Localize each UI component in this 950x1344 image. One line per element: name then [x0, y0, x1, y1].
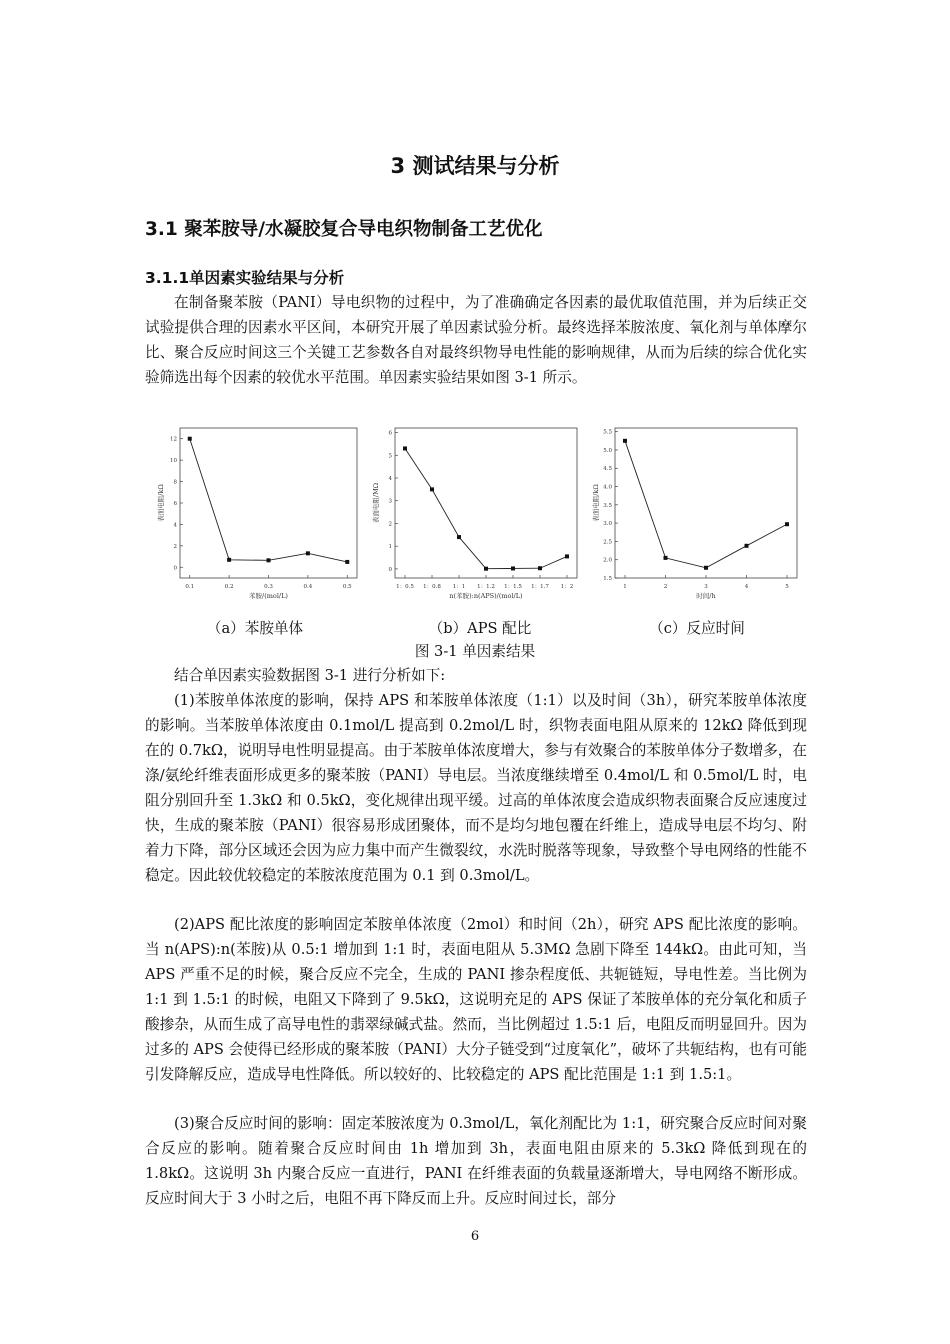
subsection-title: 3.1.1单因素实验结果与分析: [145, 269, 345, 287]
y-tick-label: 3.0: [603, 521, 612, 528]
aps-ratio-paragraph: (2)APS 配比浓度的影响固定苯胺单体浓度（2mol）和时间（2h），研究 APS 配比浓度的影响。当 n(APS):n(苯胺)从 0.5:1 增加到 1:1 时，表面电阻从 5.3MΩ 急剧下降至 144kΩ。由此可知，当 APS 严重不足的时候，聚合反应不完全，生成的 PANI 掺杂程度低、共轭链短，导电性差。当比例为 1:1 到 1.5:1 的时候，电阻又下降到了 9.5kΩ，这说明充足的 APS 保证了苯胺单体的充分氧化和质子酸掺杂，从而生成了高导电性的翡翠绿碱式盐。然而，当比例超过 1.5:1 后，电阻反而明显回升。因为过多的 APS 会使得已经形成的聚苯胺（PANI）大分子链受到“过度氧化”，破坏了共轭结构，也有可能引发降解反应，造成导电性降低。所以较好的、比较稳定的 APS 配比范围是 1:1 到 1.5:1。: [145, 916, 807, 1083]
y-tick-label: 5: [388, 453, 392, 460]
page-number: 6: [470, 1229, 480, 1244]
y-tick-label: 4.0: [603, 484, 612, 491]
chapter-title: 3 测试结果与分析: [390, 154, 560, 178]
y-tick-label: 3.5: [603, 502, 612, 509]
data-point: [704, 566, 708, 570]
x-tick-label: 0.5: [342, 584, 352, 590]
data-point: [227, 558, 231, 562]
subfigure-caption-a: （a）苯胺单体: [206, 620, 304, 637]
y-tick-label: 8: [173, 479, 177, 486]
subfigure-caption-c: （c）反应时间: [649, 620, 745, 637]
x-axis-label: 苯胺/(mol/L): [249, 592, 288, 600]
y-tick-label: 4: [173, 522, 177, 529]
data-point: [484, 567, 488, 571]
x-tick-label: 4: [744, 584, 749, 590]
x-tick-label: 0.3: [264, 584, 273, 590]
y-tick-label: 3: [388, 498, 392, 505]
plot-frame: [615, 428, 797, 578]
x-axis-label: 时间/h: [696, 592, 716, 600]
series-line: [625, 441, 787, 568]
y-tick-label: 2.0: [603, 557, 612, 564]
x-tick-label: 0.4: [303, 584, 313, 590]
x-tick-label: 1: [623, 584, 627, 590]
y-tick-label: 5.5: [603, 429, 612, 436]
y-tick-label: 2: [173, 543, 177, 550]
y-tick-label: 6: [173, 501, 177, 507]
data-point: [538, 566, 542, 570]
y-tick-label: 0: [173, 565, 177, 572]
data-point: [345, 560, 349, 564]
chart-aniline-concentration: [150, 422, 360, 612]
y-axis-label: 表面电阻/MΩ: [372, 482, 380, 524]
data-point: [267, 558, 271, 562]
aniline-concentration-paragraph: (1)苯胺单体浓度的影响，保持 APS 和苯胺单体浓度（1:1）以及时间（3h），研究苯胺单体浓度的影响。当苯胺单体浓度由 0.1mol/L 提高到 0.2mol/L 时，织物表面电阻从原来的 12kΩ 降低到现在的 0.7kΩ，说明导电性明显提高。由于苯胺单体浓度增大，参与有效聚合的苯胺单体分子数增多，在涤/氨纶纤维表面形成更多的聚苯胺（PANI）导电层。当浓度继续增至 0.4mol/L 和 0.5mol/L 时，电阻分别回升至 1.3kΩ 和 0.5kΩ，变化规律出现平缓。过高的单体浓度会造成织物表面聚合反应速度过快，生成的聚苯胺（PANI）很容易形成团聚体，而不是均匀地包覆在纤维上，造成导电层不均匀、附着力下降，部分区域还会因为应力集中而产生微裂纹，水洗时脱落等现象，导致整个导电网络的性能不稳定。因此较优较稳定的苯胺浓度范围为 0.1 到 0.3mol/L。: [145, 692, 807, 884]
x-tick-label: 1：2: [560, 584, 574, 590]
x-tick-label: 5: [785, 584, 789, 590]
x-tick-label: 1：0.8: [423, 584, 441, 590]
x-tick-label: 0.2: [224, 584, 234, 590]
data-point: [511, 566, 515, 570]
y-tick-label: 1: [388, 544, 392, 551]
y-tick-label: 6: [388, 430, 392, 437]
y-tick-label: 5.0: [603, 447, 612, 454]
data-point: [457, 535, 461, 539]
y-tick-label: 4.5: [603, 466, 612, 473]
y-axis-label: 表面电阻/kΩ: [592, 484, 600, 522]
x-tick-label: 3: [704, 584, 708, 590]
x-tick-label: 0.1: [185, 584, 195, 590]
data-point: [664, 556, 668, 560]
plot-frame: [395, 428, 577, 578]
data-point: [403, 446, 407, 450]
x-axis-label: n(苯胺):n(APS)/(mol/L): [449, 592, 523, 600]
subfigure-caption-b: （b）APS 配比: [428, 620, 532, 637]
series-line: [190, 439, 348, 562]
reaction-time-paragraph: (3)聚合反应时间的影响：固定苯胺浓度为 0.3mol/L，氧化剂配比为 1:1，研究聚合反应时间对聚合反应的影响。随着聚合反应时间由 1h 增加到 3h，表面电阻由原来的 5.3kΩ 降低到现在的 1.8kΩ。这说明 3h 内聚合反应一直进行，PANI 在纤维表面的负载量逐渐增大，导电网络不断形成。反应时间大于 3 小时之后，电阻不再下降反而上升。反应时间过长，部分: [145, 1115, 807, 1207]
data-point: [565, 554, 569, 558]
data-point: [306, 551, 310, 555]
figure-caption: 图 3-1 单因素结果: [414, 643, 536, 660]
section-title: 3.1 聚苯胺导/水凝胶复合导电织物制备工艺优化: [145, 219, 543, 240]
x-tick-label: 1：1.2: [477, 584, 495, 590]
series-line: [405, 448, 567, 568]
x-tick-label: 1：1.5: [504, 584, 522, 590]
y-tick-label: 4: [388, 476, 392, 482]
data-point: [744, 544, 748, 548]
plot-frame: [180, 428, 357, 578]
data-point: [623, 439, 627, 443]
y-tick-label: 0: [388, 566, 392, 573]
y-axis-label: 表面电阻/kΩ: [157, 484, 165, 522]
data-point: [188, 437, 192, 441]
y-tick-label: 12: [170, 436, 177, 443]
y-tick-label: 10: [170, 458, 177, 465]
y-tick-label: 2.5: [603, 539, 612, 546]
x-tick-label: 2: [663, 584, 668, 590]
y-tick-label: 1.5: [603, 576, 612, 582]
x-tick-label: 1：0.5: [396, 584, 414, 590]
intro-paragraph: 在制备聚苯胺（PANI）导电织物的过程中，为了准确确定各因素的最优取值范围，并为后续正交试验提供合理的因素水平区间，本研究开展了单因素试验分析。最终选择苯胺浓度、氧化剂与单体摩尔比、聚合反应时间这三个关键工艺参数各自对最终织物导电性能的影响规律，从而为后续的综合优化实验筛选出每个因素的较优水平范围。单因素实验结果如图 3-1 所示。: [145, 294, 807, 386]
chart-reaction-time: [585, 422, 800, 612]
x-tick-label: 1：1: [452, 584, 466, 590]
data-point: [785, 522, 789, 526]
x-tick-label: 1：1.7: [531, 584, 549, 590]
analysis-lead-paragraph: 结合单因素实验数据图 3-1 进行分析如下:: [174, 667, 446, 684]
y-tick-label: 2: [388, 521, 392, 528]
chart-aps-ratio: [365, 422, 580, 612]
data-point: [430, 487, 434, 491]
